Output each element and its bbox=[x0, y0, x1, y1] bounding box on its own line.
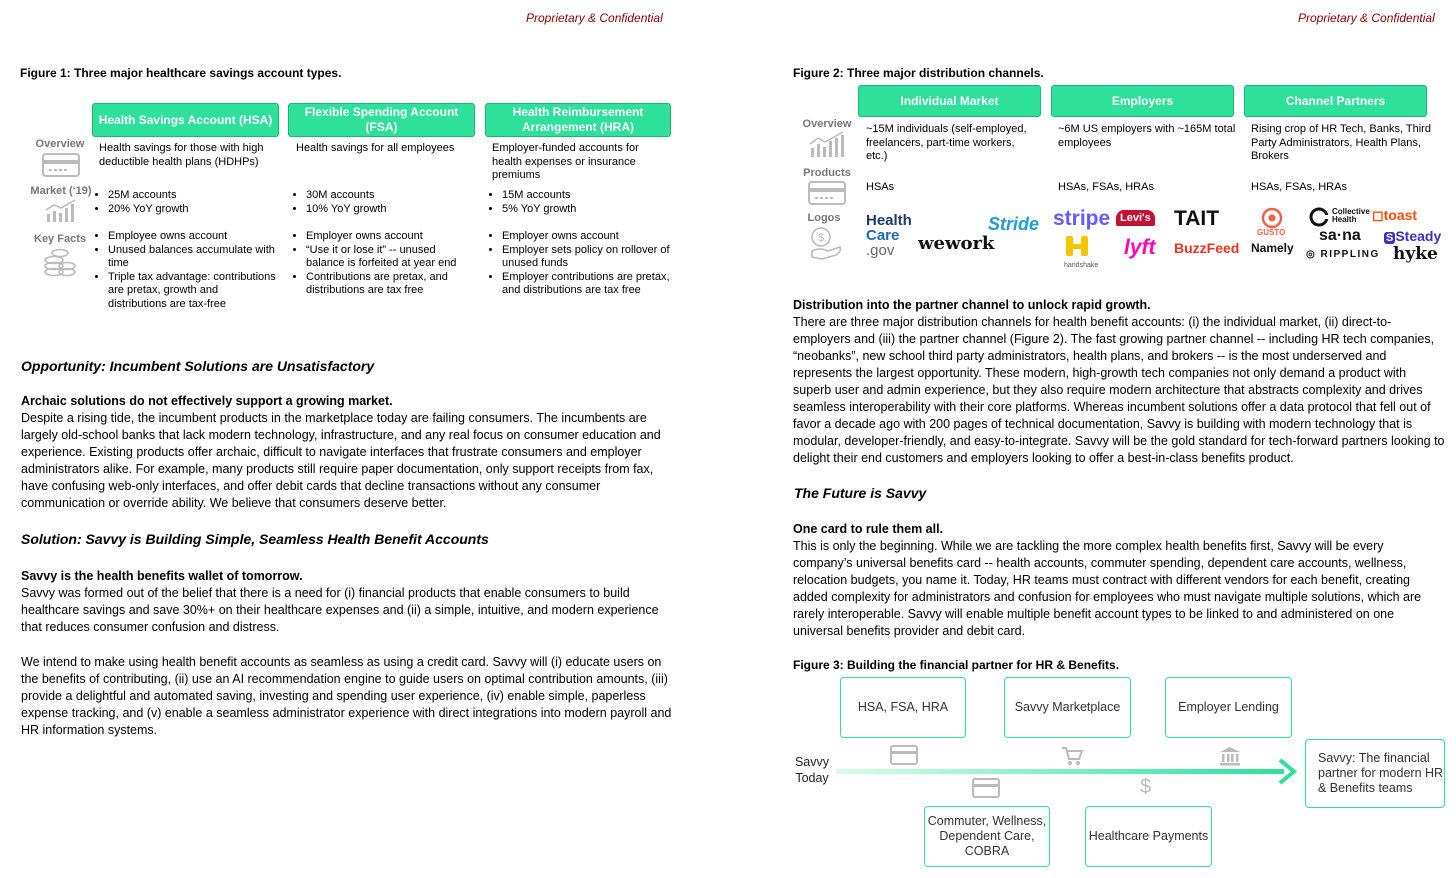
list-item: • Triple tax advantage: contributions are pretax, growth and distributions are tax-free bbox=[108, 271, 278, 312]
individual-market-header: Individual Market bbox=[858, 85, 1041, 117]
figure3-title: Figure 3: Building the financial partner for HR & Benefits. bbox=[793, 658, 1120, 672]
opportunity-heading: Opportunity: Incumbent Solutions are Unsatisfactory bbox=[21, 358, 375, 374]
lyft-logo: lyft bbox=[1124, 236, 1156, 259]
opportunity-subheading: Archaic solutions do not effectively support a growing market. bbox=[21, 394, 393, 408]
fsa-header: Flexible Spending Account (FSA) bbox=[288, 103, 475, 137]
distribution-body: There are three major distribution channels for health benefit accounts: (i) the individual market, (ii) direct-to-employers and (iii) the partner channel (Figure 2). The fast growing partner channel -- including HR tech companies, “neobanks”, new school third party administrators, health plans, and brokers -- is the most underserved and represents the largest opportunity. These modern, high-growth tech companies not only demand a product with superb user and admin experience, but they also require modern architecture that abstracts complexity and drives seamless interoperability with their core platforms. Whereas incumbent solutions offer a data protocol that fell out of favor a decade ago with 200 pages of technical documentation, Savvy is building with modern technology that is modular, developer-friendly, and easy-to-integrate. Savvy will be the gold standard for tech-forward partners looking to delight their end customers and employers looking to offer a best-in-class benefits product. bbox=[793, 315, 1445, 465]
list-item: • 5% YoY growth bbox=[502, 203, 672, 217]
list-item: • 30M accounts bbox=[306, 189, 476, 203]
figure1-title: Figure 1: Three major healthcare savings account types. bbox=[20, 66, 342, 80]
handshake-logo: handshake bbox=[1064, 262, 1099, 269]
logo-text: Steady bbox=[1395, 228, 1442, 244]
fsa-facts bbox=[290, 230, 476, 298]
card-icon bbox=[889, 744, 919, 766]
row-label-market: Market (‘19) bbox=[30, 185, 92, 197]
row-label-overview: Overview bbox=[802, 118, 852, 130]
list-item: • Unused balances accumulate with time bbox=[108, 244, 278, 271]
tait-logo: TAIT bbox=[1174, 207, 1220, 230]
list-item: • Employer owns account bbox=[502, 230, 672, 244]
card-icon bbox=[41, 152, 81, 178]
healthcare-payments-box: Healthcare Payments bbox=[1085, 806, 1212, 867]
logo-text: Health bbox=[1332, 215, 1357, 224]
svg-text:$: $ bbox=[817, 232, 825, 244]
list-item: • 20% YoY growth bbox=[108, 203, 278, 217]
individual-products: HSAs bbox=[866, 181, 895, 193]
gusto-logo: GUSTO bbox=[1257, 228, 1286, 237]
future-heading: The Future is Savvy bbox=[794, 485, 927, 501]
distribution-subheading: Distribution into the partner channel to unlock rapid growth. bbox=[793, 298, 1151, 312]
card-icon bbox=[807, 180, 847, 206]
solution-body-1: Savvy was formed out of the belief that there is a need for (i) financial products that enable consumers to build healthcare savings and save 30%+ on their healthcare expenses and (ii) a simple, intuitive, and modern experience that reduces consumer confusion and distress. bbox=[21, 586, 659, 634]
row-label-overview: Overview bbox=[35, 138, 85, 150]
list-item: • “Use it or lose it” -- unused balance is forfeited at year end bbox=[306, 244, 476, 271]
gusto-logo-mark bbox=[1261, 207, 1283, 229]
solution-heading: Solution: Savvy is Building Simple, Seamless Health Benefit Accounts bbox=[21, 531, 489, 547]
list-item: • Contributions are pretax, and distributions are tax free bbox=[306, 271, 476, 298]
hsa-header: Health Savings Account (HSA) bbox=[92, 103, 279, 137]
list-item: • 10% YoY growth bbox=[306, 203, 476, 217]
hyke-logo: hyke bbox=[1393, 244, 1438, 264]
list-item: • 15M accounts bbox=[502, 189, 672, 203]
solution-body-2: We intend to make using health benefit accounts as seamless as using a credit card. Savvy will (i) educate users on the benefits of contributing, (ii) use an AI recommendation engine to guide users on optimal contribution amounts, (iii) provide a delightful and automated saving, investing and spending user experience, (iv) enable simple, paperless expense tracking, and (v) enable a seamless administrator experience with direct integrations into modern payroll and HR information systems. bbox=[21, 655, 672, 737]
logo-text: .gov bbox=[866, 242, 895, 259]
stride-logo: Stride bbox=[988, 214, 1040, 234]
hra-facts bbox=[486, 230, 672, 298]
collective-health-logo-mark bbox=[1308, 206, 1330, 228]
list-item: • Employer contributions are pretax, and distributions are tax free bbox=[502, 271, 672, 298]
wework-logo: wework bbox=[918, 233, 995, 254]
future-subheading: One card to rule them all. bbox=[793, 522, 944, 536]
employers-overview: ~6M US employers with ~165M total employees bbox=[1058, 123, 1236, 149]
dollar-icon: $ bbox=[1140, 776, 1152, 798]
hsa-fsa-hra-box: HSA, FSA, HRA bbox=[840, 677, 966, 738]
hsa-overview: Health savings for those with high deductible health plans (HDHPs) bbox=[99, 142, 264, 168]
logo-text: toast bbox=[1383, 207, 1418, 223]
sana-logo: sa·na bbox=[1319, 227, 1361, 244]
card-icon bbox=[971, 777, 1001, 799]
row-label-facts: Key Facts bbox=[34, 233, 86, 245]
growth-chart-icon bbox=[44, 198, 78, 224]
stripe-logo: stripe bbox=[1053, 207, 1111, 230]
hra-market bbox=[486, 189, 672, 216]
employers-products: HSAs, FSAs, HRAs bbox=[1058, 181, 1154, 193]
bank-icon bbox=[1219, 745, 1241, 767]
row-label-products: Products bbox=[803, 167, 851, 179]
logo-text: Care bbox=[866, 227, 900, 244]
hsa-market bbox=[92, 189, 278, 216]
handshake-logo-mark bbox=[1064, 234, 1092, 260]
employer-lending-box: Employer Lending bbox=[1165, 677, 1292, 738]
hra-overview: Employer-funded accounts for health expenses or insurance premiums bbox=[492, 142, 639, 181]
savvy-today-label: Savvy Today bbox=[794, 755, 830, 785]
collective-health-logo bbox=[1332, 208, 1370, 224]
individual-overview: ~15M individuals (self-employed, freelancers, part-time workers, etc.) bbox=[866, 123, 1027, 162]
logo-text: RIPPLING bbox=[1320, 249, 1380, 260]
solution-subheading: Savvy is the health benefits wallet of tomorrow. bbox=[21, 569, 303, 583]
employers-header: Employers bbox=[1051, 85, 1234, 117]
channel-products: HSAs, FSAs, HRAs bbox=[1251, 181, 1347, 193]
figure2-title: Figure 2: Three major distribution channels. bbox=[793, 66, 1044, 80]
commuter-wellness-box: Commuter, Wellness, Dependent Care, COBRA bbox=[924, 806, 1050, 867]
fsa-overview: Health savings for all employees bbox=[296, 142, 455, 154]
right-page bbox=[770, 0, 1456, 878]
confidential-label: Proprietary & Confidential bbox=[1298, 11, 1435, 25]
dollar-hand-icon bbox=[808, 225, 844, 261]
channel-partners-header: Channel Partners bbox=[1244, 85, 1427, 117]
confidential-label: Proprietary & Confidential bbox=[526, 11, 663, 25]
row-label-logos: Logos bbox=[807, 212, 841, 224]
steady-logo: S Steady bbox=[1386, 228, 1442, 244]
coins-icon bbox=[42, 248, 78, 278]
toast-logo: ◻toast bbox=[1372, 207, 1418, 223]
namely-logo: Namely bbox=[1251, 241, 1294, 255]
healthcare-gov-logo bbox=[866, 213, 912, 258]
levis-logo: Levi's bbox=[1116, 210, 1155, 226]
hsa-facts bbox=[92, 230, 278, 311]
list-item: • Employer sets policy on rollover of unused funds bbox=[502, 244, 672, 271]
hra-header: Health Reimbursement Arrangement (HRA) bbox=[485, 103, 671, 137]
cart-icon bbox=[1060, 745, 1084, 767]
growth-chart-icon bbox=[808, 131, 846, 159]
savvy-marketplace-box: Savvy Marketplace bbox=[1004, 677, 1131, 738]
opportunity-body: Despite a rising tide, the incumbent products in the marketplace today are failing consumers. The incumbents are largely old-school banks that lack modern technology, infrastructure, and any real focus on consumer education and experience. Existing products offer archaic, difficult to navigate interfaces that frustrate consumers and employer administrators alike. For example, many products still require paper documentation, only support receipts from fax, have confusing web-only interfaces, and offer debit cards that decline transactions without any consumer communication or override ability. We believe that consumers deserve better. bbox=[21, 411, 661, 510]
list-item: • Employer owns account bbox=[306, 230, 476, 244]
logo-text: Health bbox=[866, 212, 912, 229]
left-page bbox=[0, 0, 690, 878]
rippling-logo: ◎ RIPPLING bbox=[1306, 249, 1380, 260]
savvy-financial-partner-box: Savvy: The financial partner for modern HR & Benefits teams bbox=[1305, 739, 1445, 808]
buzzfeed-logo: BuzzFeed bbox=[1174, 240, 1240, 256]
logo-text: Collective bbox=[1332, 207, 1370, 216]
list-item: • 25M accounts bbox=[108, 189, 278, 203]
fsa-market bbox=[290, 189, 476, 216]
channel-overview: Rising crop of HR Tech, Banks, Third Party Administrators, Health Plans, Brokers bbox=[1251, 123, 1431, 162]
list-item: • Employee owns account bbox=[108, 230, 278, 244]
future-body: This is only the beginning. While we are tackling the more complex health benefits first, Savvy will be every company’s universal benefits card -- health accounts, commuter spending, dependent care accounts, wellness, relocation budgets, you name it. Today, HR teams must contract with different vendors for each benefit, creating added complexity for administrators and confusion for employees who must navigate multiple solutions, which are rarely interoperable. Savvy will enable multiple benefit account types to be linked to and administered on one universal benefits provider and debit card. bbox=[793, 539, 1422, 638]
